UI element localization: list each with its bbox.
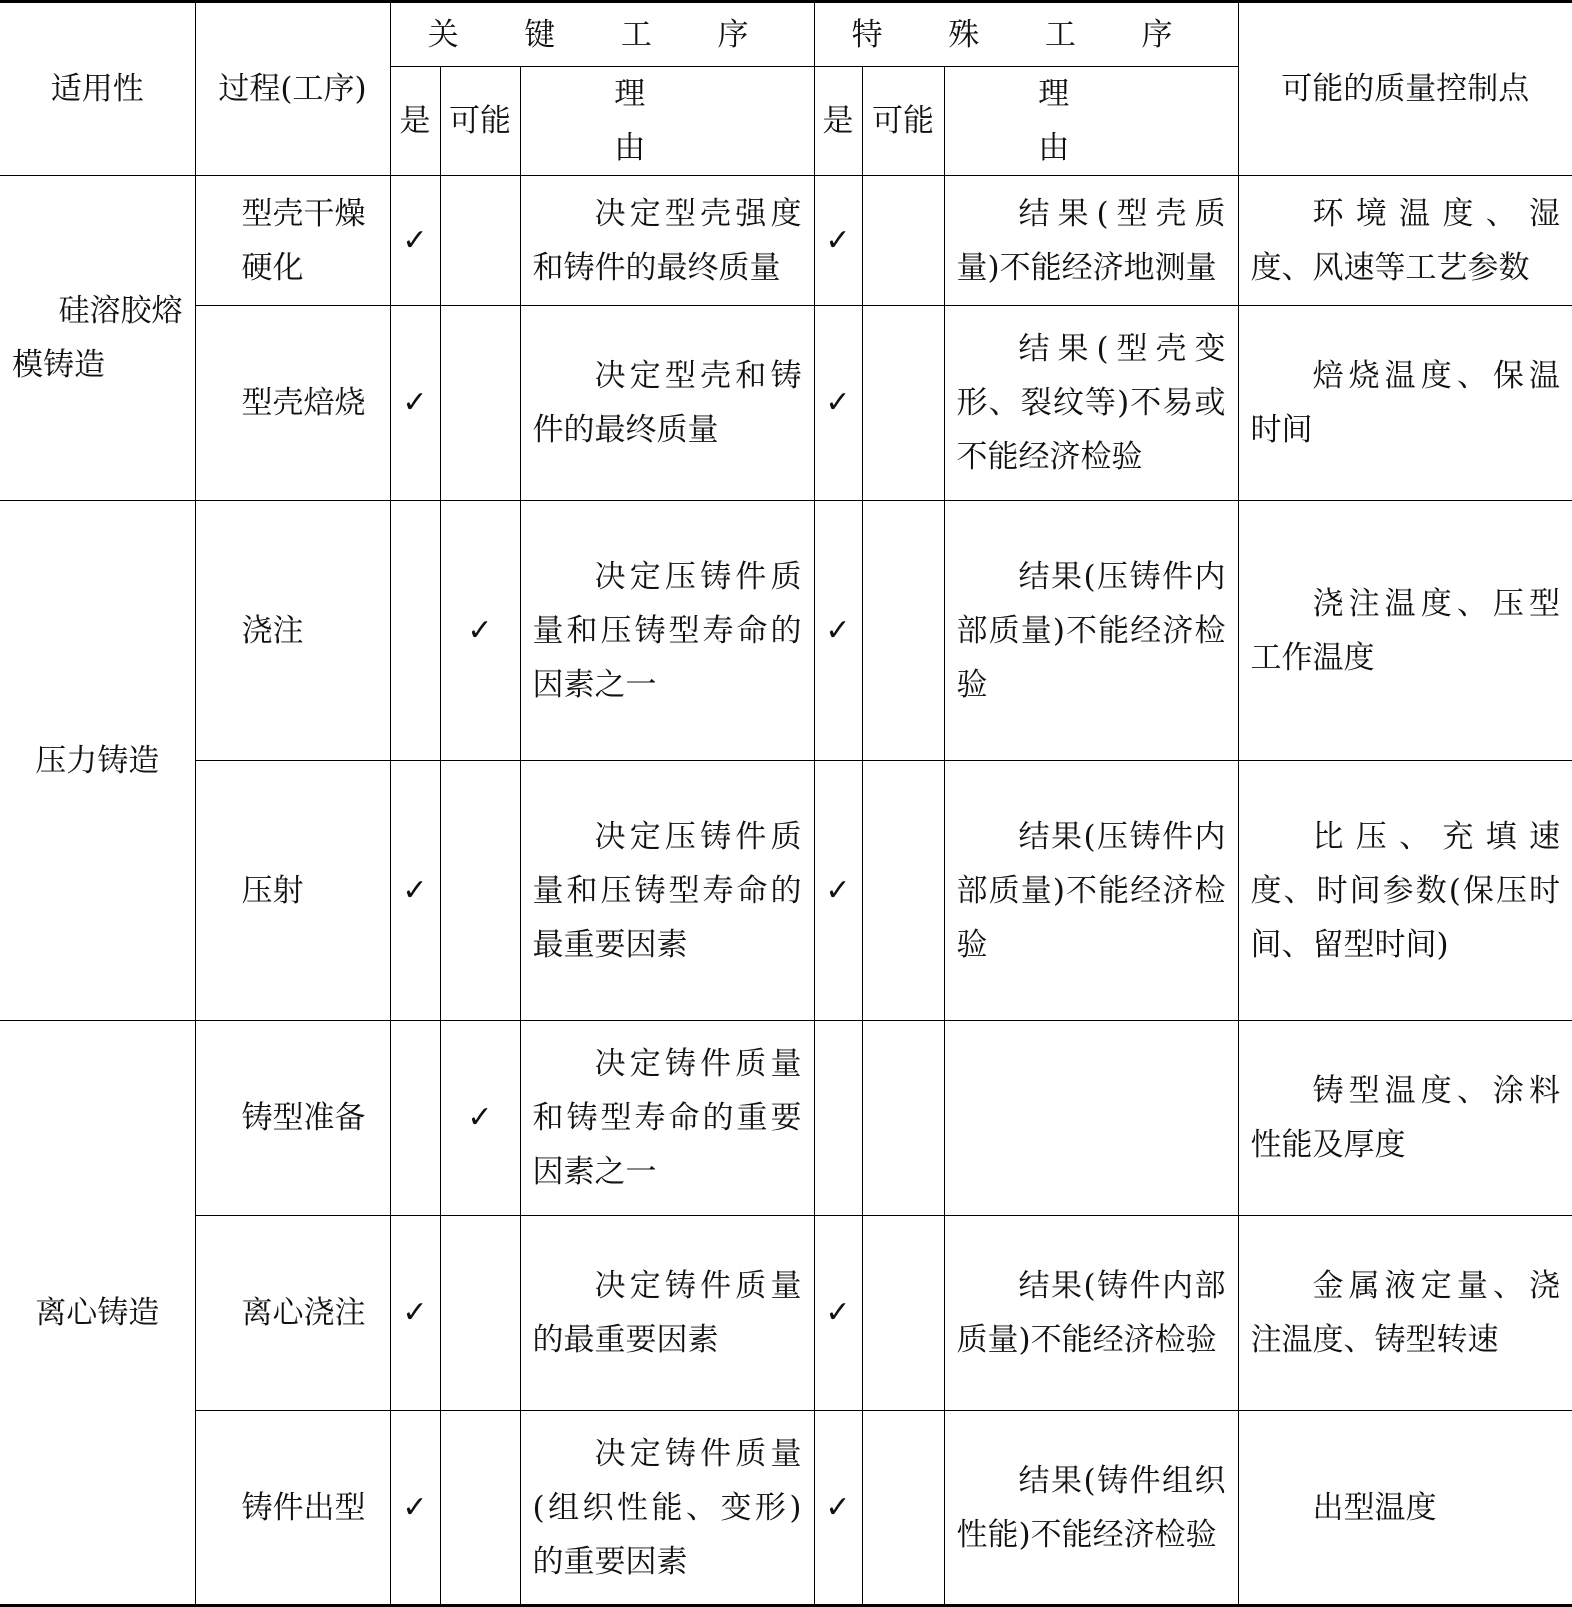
control-point-cell: 比压、充填速度、时间参数(保压时间、留型时间) bbox=[1238, 761, 1572, 1021]
control-point-cell: 焙烧温度、保温时间 bbox=[1238, 306, 1572, 501]
key-possible-check bbox=[440, 1216, 520, 1411]
key-yes-check bbox=[390, 1021, 440, 1216]
header-special-possible: 可能 bbox=[862, 67, 944, 176]
special-yes-check bbox=[814, 1021, 862, 1216]
key-reason-cell: 决定铸件质量和铸型寿命的重要因素之一 bbox=[520, 1021, 814, 1216]
special-reason-cell bbox=[944, 1021, 1238, 1216]
table-row bbox=[0, 176, 1572, 306]
key-reason-cell: 决定型壳和铸件的最终质量 bbox=[520, 306, 814, 501]
table-row bbox=[0, 761, 1572, 1021]
special-reason-cell: 结果(型壳质量)不能经济地测量 bbox=[944, 176, 1238, 306]
special-reason-cell: 结果(压铸件内部质量)不能经济检验 bbox=[944, 501, 1238, 761]
header-applicability: 适用性 bbox=[0, 2, 195, 176]
header-key-process: 关 键 工 序 bbox=[390, 2, 814, 67]
header-special-process: 特 殊 工 序 bbox=[814, 2, 1238, 67]
key-yes-check: ✓ bbox=[390, 1216, 440, 1411]
special-reason-cell: 结果(铸件内部质量)不能经济检验 bbox=[944, 1216, 1238, 1411]
special-possible-check bbox=[862, 501, 944, 761]
special-yes-check: ✓ bbox=[814, 176, 862, 306]
key-possible-check bbox=[440, 176, 520, 306]
special-yes-check: ✓ bbox=[814, 1216, 862, 1411]
process-cell: 铸件出型 bbox=[195, 1411, 390, 1606]
key-yes-check: ✓ bbox=[390, 306, 440, 501]
header-process: 过程(工序) bbox=[195, 2, 390, 176]
control-point-cell: 铸型温度、涂料性能及厚度 bbox=[1238, 1021, 1572, 1216]
header-key-possible: 可能 bbox=[440, 67, 520, 176]
key-possible-check: ✓ bbox=[440, 501, 520, 761]
process-cell: 离心浇注 bbox=[195, 1216, 390, 1411]
special-possible-check bbox=[862, 176, 944, 306]
key-possible-check: ✓ bbox=[440, 1021, 520, 1216]
key-reason-cell: 决定铸件质量(组织性能、变形)的重要因素 bbox=[520, 1411, 814, 1606]
key-reason-cell: 决定压铸件质量和压铸型寿命的最重要因素 bbox=[520, 761, 814, 1021]
special-yes-check: ✓ bbox=[814, 761, 862, 1021]
header-key-reason: 理 由 bbox=[520, 67, 814, 176]
header-special-reason: 理 由 bbox=[944, 67, 1238, 176]
table-row bbox=[0, 1216, 1572, 1411]
special-possible-check bbox=[862, 306, 944, 501]
control-point-cell: 浇注温度、压型工作温度 bbox=[1238, 501, 1572, 761]
special-reason-cell: 结果(铸件组织性能)不能经济检验 bbox=[944, 1411, 1238, 1606]
process-cell: 压射 bbox=[195, 761, 390, 1021]
special-possible-check bbox=[862, 1411, 944, 1606]
key-reason-cell: 决定型壳强度和铸件的最终质量 bbox=[520, 176, 814, 306]
key-possible-check bbox=[440, 1411, 520, 1606]
key-possible-check bbox=[440, 306, 520, 501]
key-possible-check bbox=[440, 761, 520, 1021]
special-reason-cell: 结果(型壳变形、裂纹等)不易或不能经济检验 bbox=[944, 306, 1238, 501]
special-possible-check bbox=[862, 1021, 944, 1216]
process-cell: 型壳干燥硬化 bbox=[195, 176, 390, 306]
process-cell: 型壳焙烧 bbox=[195, 306, 390, 501]
table-body bbox=[0, 176, 1572, 1606]
process-cell: 浇注 bbox=[195, 501, 390, 761]
table-row bbox=[0, 1411, 1572, 1606]
key-yes-check: ✓ bbox=[390, 1411, 440, 1606]
applicability-cell: 硅溶胶熔模铸造 bbox=[0, 176, 195, 501]
special-reason-cell: 结果(压铸件内部质量)不能经济检验 bbox=[944, 761, 1238, 1021]
key-yes-check: ✓ bbox=[390, 176, 440, 306]
key-reason-cell: 决定铸件质量的最重要因素 bbox=[520, 1216, 814, 1411]
process-cell: 铸型准备 bbox=[195, 1021, 390, 1216]
special-yes-check: ✓ bbox=[814, 306, 862, 501]
special-possible-check bbox=[862, 761, 944, 1021]
header-special-yes: 是 bbox=[814, 67, 862, 176]
header-control-points: 可能的质量控制点 bbox=[1238, 2, 1572, 176]
key-yes-check bbox=[390, 501, 440, 761]
applicability-cell: 离心铸造 bbox=[0, 1021, 195, 1606]
applicability-cell: 压力铸造 bbox=[0, 501, 195, 1021]
key-reason-cell: 决定压铸件质量和压铸型寿命的因素之一 bbox=[520, 501, 814, 761]
table-row bbox=[0, 306, 1572, 501]
control-point-cell: 金属液定量、浇注温度、铸型转速 bbox=[1238, 1216, 1572, 1411]
special-yes-check: ✓ bbox=[814, 501, 862, 761]
table-row bbox=[0, 501, 1572, 761]
table-row bbox=[0, 1021, 1572, 1216]
control-point-cell: 环境温度、湿度、风速等工艺参数 bbox=[1238, 176, 1572, 306]
key-yes-check: ✓ bbox=[390, 761, 440, 1021]
special-yes-check: ✓ bbox=[814, 1411, 862, 1606]
control-point-cell: 出型温度 bbox=[1238, 1411, 1572, 1606]
special-possible-check bbox=[862, 1216, 944, 1411]
header-key-yes: 是 bbox=[390, 67, 440, 176]
